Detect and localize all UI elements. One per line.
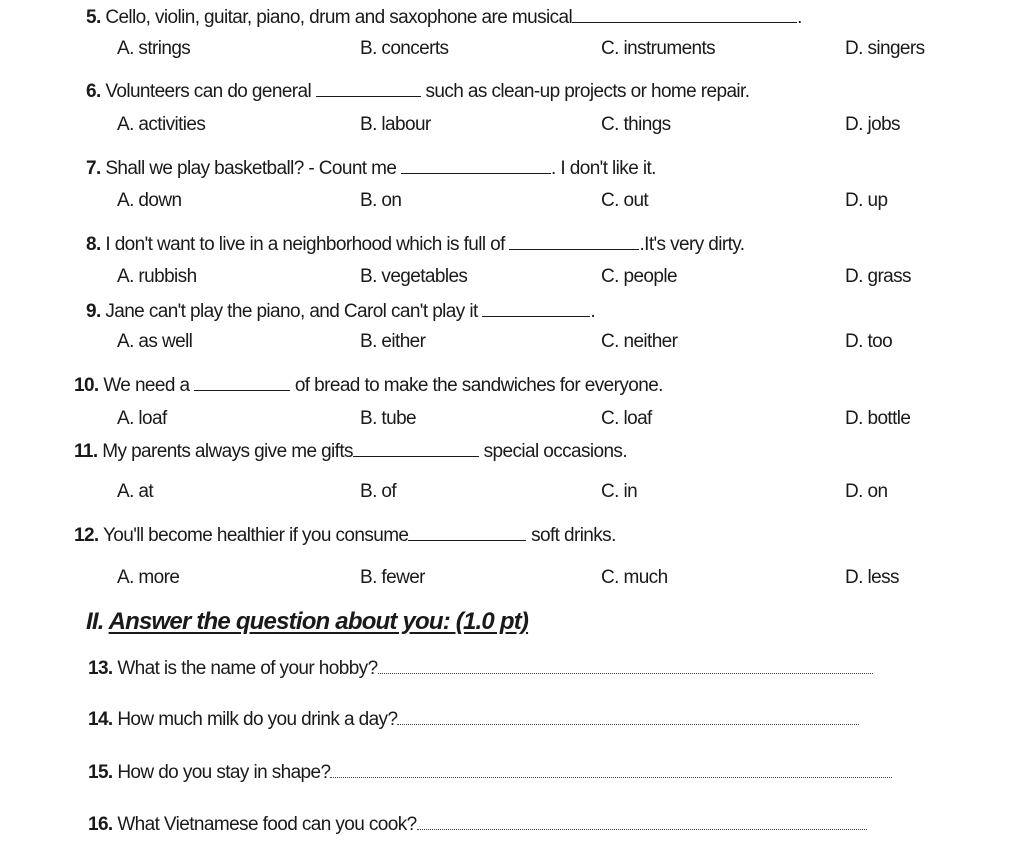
question-text-after: . xyxy=(797,7,802,28)
answer-blank[interactable] xyxy=(482,300,590,317)
answer-line[interactable] xyxy=(417,813,867,830)
option-d[interactable]: D. up xyxy=(845,190,888,211)
question-number: 11. xyxy=(74,441,98,462)
option-b[interactable]: B. labour xyxy=(360,114,431,135)
question-stem xyxy=(86,6,802,29)
question-number: 5. xyxy=(86,7,101,28)
option-d[interactable]: D. singers xyxy=(845,38,925,59)
question-stem xyxy=(74,524,616,547)
question-8 xyxy=(0,233,1024,263)
question-stem xyxy=(88,761,892,784)
option-a[interactable]: A. rubbish xyxy=(117,266,197,287)
option-d[interactable]: D. on xyxy=(845,481,888,502)
question-text: What Vietnamese food can you cook? xyxy=(117,814,417,835)
question-stem xyxy=(86,300,595,323)
options-7 xyxy=(0,190,1024,220)
answer-line[interactable] xyxy=(378,657,873,674)
option-a[interactable]: A. activities xyxy=(117,114,206,135)
question-stem xyxy=(74,440,627,463)
option-b[interactable]: B. fewer xyxy=(360,567,425,588)
option-c[interactable]: C. instruments xyxy=(601,38,716,59)
options-9 xyxy=(0,331,1024,361)
question-text-after: such as clean-up projects or home repair. xyxy=(425,81,750,102)
question-stem xyxy=(88,708,859,731)
section-numeral: II. xyxy=(86,608,104,635)
question-10 xyxy=(0,374,1024,404)
question-text: What is the name of your hobby? xyxy=(117,658,378,679)
question-stem xyxy=(74,374,663,397)
question-number: 6. xyxy=(86,81,101,102)
option-c[interactable]: C. neither xyxy=(601,331,678,352)
question-number: 14. xyxy=(88,709,113,730)
question-stem xyxy=(88,813,867,836)
option-a[interactable]: A. as well xyxy=(117,331,193,352)
question-number: 16. xyxy=(88,814,113,835)
option-b[interactable]: B. vegetables xyxy=(360,266,468,287)
question-6 xyxy=(0,80,1024,110)
option-c[interactable]: C. loaf xyxy=(601,408,652,429)
option-b[interactable]: B. on xyxy=(360,190,402,211)
question-text-before: You'll become healthier if you consume xyxy=(102,525,409,546)
question-text-after: of bread to make the sandwiches for everyone. xyxy=(294,375,663,396)
answer-line[interactable] xyxy=(397,708,859,725)
options-10 xyxy=(0,408,1024,438)
question-7 xyxy=(0,157,1024,187)
question-number: 13. xyxy=(88,658,113,679)
option-c[interactable]: C. much xyxy=(601,567,668,588)
option-a[interactable]: A. more xyxy=(117,567,180,588)
question-text-before: We need a xyxy=(103,375,190,396)
answer-blank[interactable] xyxy=(408,524,526,541)
answer-blank[interactable] xyxy=(316,80,421,97)
option-d[interactable]: D. jobs xyxy=(845,114,900,135)
question-text-after: soft drinks. xyxy=(531,525,616,546)
question-number: 10. xyxy=(74,375,99,396)
options-6 xyxy=(0,114,1024,144)
question-12 xyxy=(0,524,1024,554)
option-c[interactable]: C. out xyxy=(601,190,649,211)
options-8 xyxy=(0,266,1024,296)
question-text: How do you stay in shape? xyxy=(117,762,331,783)
open-question-16 xyxy=(0,813,1024,843)
question-stem xyxy=(86,80,749,103)
option-d[interactable]: D. less xyxy=(845,567,899,588)
question-text-after: . I don't like it. xyxy=(551,158,656,179)
question-text-before: Volunteers can do general xyxy=(105,81,312,102)
section-title: Answer the question about you: (1.0 pt) xyxy=(108,608,529,635)
question-text-before: Jane can't play the piano, and Carol can't play it xyxy=(105,301,478,322)
question-11 xyxy=(0,440,1024,470)
question-number: 8. xyxy=(86,234,101,255)
question-text-after: . xyxy=(590,301,596,322)
question-text-after: .It's very dirty. xyxy=(639,234,745,255)
options-11 xyxy=(0,481,1024,511)
option-c[interactable]: C. in xyxy=(601,481,638,502)
question-stem xyxy=(86,233,744,256)
question-text-before: I don't want to live in a neighborhood which is full of xyxy=(105,234,505,255)
question-number: 12. xyxy=(74,525,99,546)
option-d[interactable]: D. too xyxy=(845,331,893,352)
open-question-14 xyxy=(0,708,1024,738)
answer-blank[interactable] xyxy=(401,157,551,174)
option-c[interactable]: C. people xyxy=(601,266,677,287)
option-b[interactable]: B. of xyxy=(360,481,397,502)
open-question-15 xyxy=(0,761,1024,791)
option-b[interactable]: B. either xyxy=(360,331,426,352)
option-a[interactable]: A. strings xyxy=(117,38,191,59)
options-12 xyxy=(0,567,1024,597)
answer-blank[interactable] xyxy=(509,233,639,250)
option-a[interactable]: A. at xyxy=(117,481,154,502)
question-text: How much milk do you drink a day? xyxy=(117,709,398,730)
question-text-before: Cello, violin, guitar, piano, drum and saxophone are musical xyxy=(105,7,573,28)
question-5 xyxy=(0,6,1024,36)
answer-blank[interactable] xyxy=(194,374,290,391)
question-text-after: special occasions. xyxy=(483,441,628,462)
answer-blank[interactable] xyxy=(353,440,479,457)
question-number: 15. xyxy=(88,762,113,783)
question-stem xyxy=(88,657,873,680)
question-number: 7. xyxy=(86,158,101,179)
question-stem xyxy=(86,157,656,180)
options-5 xyxy=(0,38,1024,68)
option-c[interactable]: C. things xyxy=(601,114,671,135)
answer-line[interactable] xyxy=(330,761,892,778)
open-question-13 xyxy=(0,657,1024,687)
option-d[interactable]: D. bottle xyxy=(845,408,911,429)
question-text-before: My parents always give me gifts xyxy=(102,441,353,462)
section-heading xyxy=(86,608,528,636)
question-number: 9. xyxy=(86,301,101,322)
option-d[interactable]: D. grass xyxy=(845,266,911,287)
question-9 xyxy=(0,300,1024,330)
option-b[interactable]: B. concerts xyxy=(360,38,449,59)
question-text-before: Shall we play basketball? - Count me xyxy=(105,158,397,179)
answer-blank[interactable] xyxy=(572,6,797,23)
option-a[interactable]: A. down xyxy=(117,190,182,211)
option-a[interactable]: A. loaf xyxy=(117,408,167,429)
option-b[interactable]: B. tube xyxy=(360,408,417,429)
